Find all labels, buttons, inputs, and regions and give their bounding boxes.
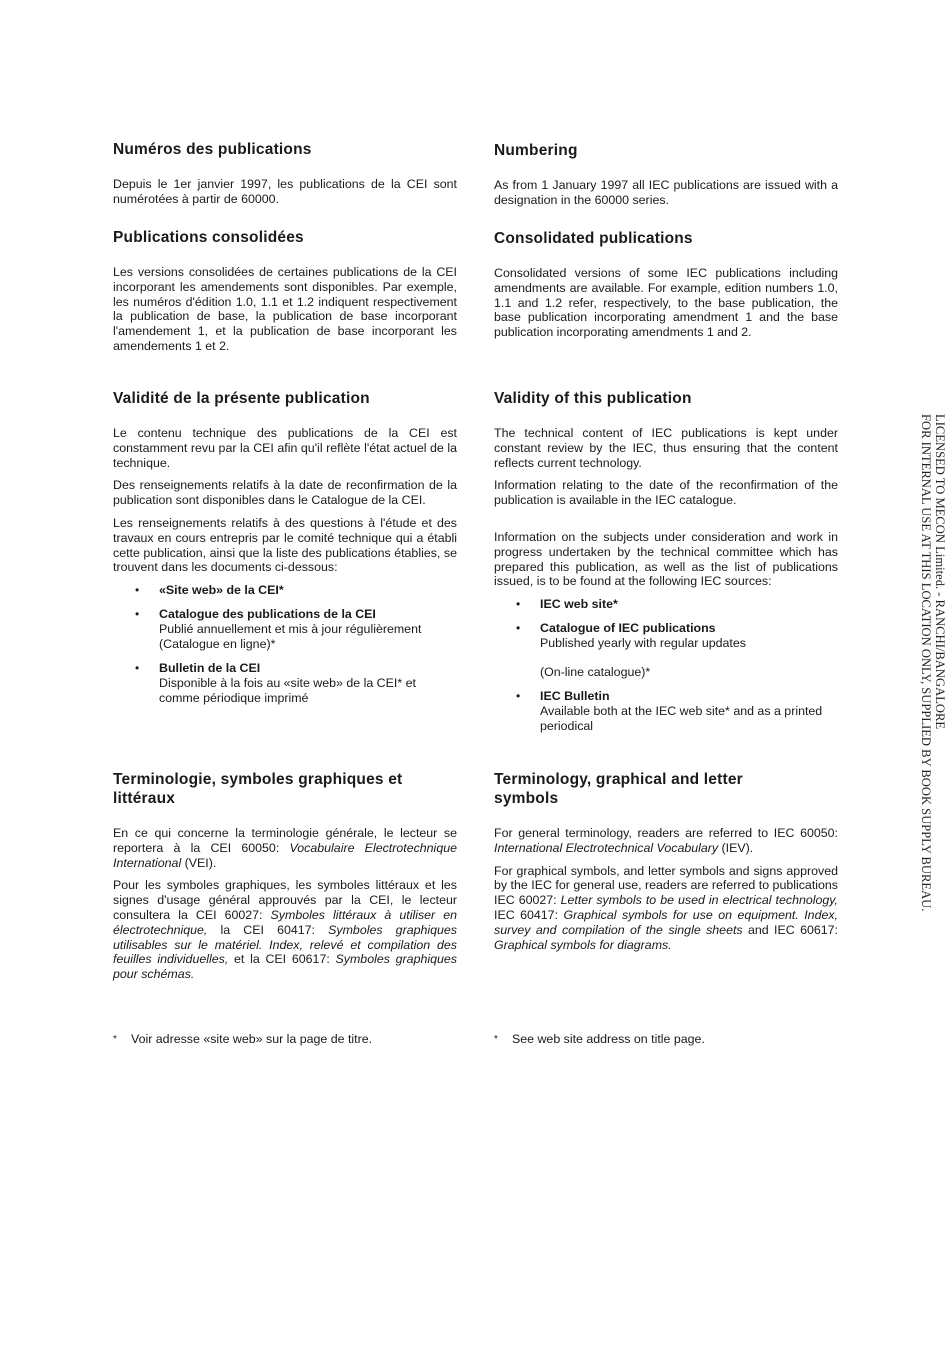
consolidated-text-fr: Les versions consolidées de certaines publications de la CEI incorporant les amendements sont disponibles. Par exemple, les numéros d'édition 1.0, 1.1 et 1.2 indiquent respectivement la publication de base, la publication de base incorporant l'amendement 1, et la publication de base incorporant les amendements 1 et 2. — [113, 265, 457, 353]
terminology-p1-fr: En ce qui concerne la terminologie générale, le lecteur se reportera à la CEI 60050: Vocabulaire Electrotechnique International (VEI). — [113, 826, 457, 870]
heading-terminology-en: Terminology, graphical and letter symbols — [494, 771, 743, 807]
consolidated-text-en: Consolidated versions of some IEC publications including amendments are available. For example, edition numbers 1.0, 1.1 and 1.2 refer, respectively, to the base publication, the base publication incorporating amendment 1 and the base publication incorporating amendments 1 and 2. — [494, 266, 838, 340]
list-item — [494, 621, 838, 680]
bullet-icon: • — [135, 661, 140, 676]
footnote-en — [494, 1032, 705, 1047]
validity-p1-fr: Le contenu technique des publications de la CEI est constamment revu par la CEI afin qu'il reflète l'état actuel de la technique. — [113, 426, 457, 470]
source-line: Published yearly with regular updates — [540, 636, 746, 651]
bullet-icon: • — [516, 597, 521, 612]
numbering-text-en: As from 1 January 1997 all IEC publications are issued with a designation in the 60000 series. — [494, 178, 838, 207]
source-line: (On-line catalogue)* — [540, 665, 651, 680]
heading-numbering-en: Numbering — [494, 142, 578, 159]
source-line: Publié annuellement et mis à jour régulièrement — [159, 622, 422, 637]
heading-consolidated-en: Consolidated publications — [494, 230, 693, 247]
source-title: IEC web site* — [540, 597, 618, 612]
source-line: Disponible à la fois au «site web» de la CEI* et comme périodique imprimé — [159, 676, 416, 706]
terminology-p2-en: For graphical symbols, and letter symbols and signs approved by the IEC for general use, readers are referred to publications IEC 60027: Letter symbols to be used in electrical technology, IEC 60417: Graphical symbols for use on equipment. Index, survey and compilation of the single sheets and IEC 60617: Graphical symbols for diagrams. — [494, 863, 838, 952]
section-validity-en — [494, 389, 838, 743]
numbering-text-fr: Depuis le 1er janvier 1997, les publications de la CEI sont numérotées à partir de 60000. — [113, 177, 457, 206]
list-item — [494, 597, 838, 612]
heading-validity-en: Validity of this publication — [494, 390, 692, 407]
bullet-icon: • — [135, 583, 140, 598]
footnote-marker: * — [113, 1034, 117, 1045]
section-consolidated-en — [494, 229, 838, 348]
english-column — [494, 0, 838, 1345]
source-title: Catalogue of IEC publications — [540, 621, 716, 636]
source-line: Available both at the IEC web site* and as a printed periodical — [540, 704, 823, 734]
bullet-icon: • — [135, 607, 140, 622]
source-line: (Catalogue en ligne)* — [159, 637, 276, 652]
section-consolidated-fr — [113, 228, 457, 362]
french-column — [113, 0, 457, 1345]
list-item — [113, 607, 457, 652]
validity-p2-fr: Des renseignements relatifs à la date de reconfirmation de la publication sont disponibles dans le Catalogue de la CEI. — [113, 478, 457, 508]
sources-list-en — [494, 597, 838, 734]
license-line-2: FOR INTERNAL USE AT THIS LOCATION ONLY, SUPPLIED BY BOOK SUPPLY BUREAU. — [919, 414, 933, 912]
validity-p1-en: The technical content of IEC publications is kept under constant review by the IEC, thus ensuring that the content reflects current technology. — [494, 426, 838, 470]
source-title: Bulletin de la CEI — [159, 661, 261, 676]
validity-p3-en: Information on the subjects under consideration and work in progress undertaken by the technical committee which has prepared this publication, as well as the list of publications issued, is to be found at the following IEC sources: — [494, 529, 838, 589]
heading-terminology-fr: Terminologie, symboles graphiques et littéraux — [113, 771, 403, 807]
footnote-fr — [113, 1032, 372, 1047]
heading-numbering-fr: Numéros des publications — [113, 141, 312, 158]
validity-p2-en: Information relating to the date of the reconfirmation of the publication is available in the IEC catalogue. — [494, 478, 838, 508]
source-title: Catalogue des publications de la CEI — [159, 607, 376, 622]
validity-p3-fr: Les renseignements relatifs à des questions à l'étude et des travaux en cours entrepris par le comité technique qui a établi cette publication, ainsi que la liste des publications établies, se trouvent dans les documents ci-dessous: — [113, 515, 457, 575]
list-item — [113, 583, 457, 598]
section-numbering-en — [494, 141, 838, 216]
terminology-p2-fr: Pour les symboles graphiques, les symboles littéraux et les signes d'usage général approuvés par la CEI, le lecteur consultera la CEI 60027: Symboles littéraux à utiliser en électrotechnique, la CEI 60417: Symboles graphiques utilisables sur le matériel. Index, relevé et compilation des feuilles individuelles, et la CEI 60617: Symboles graphiques pour schémas. — [113, 878, 457, 982]
footnote-text-fr: Voir adresse «site web» sur la page de titre. — [131, 1032, 373, 1046]
section-numbering-fr — [113, 140, 457, 215]
license-side-note — [917, 414, 947, 911]
license-line-1: LICENSED TO MECON Limited. - RANCHI/BANGALORE — [933, 414, 947, 730]
footnote-marker: * — [494, 1034, 498, 1045]
bullet-icon: • — [516, 689, 521, 704]
list-item — [494, 689, 838, 734]
heading-validity-fr: Validité de la présente publication — [113, 390, 370, 407]
section-validity-fr — [113, 389, 457, 715]
footnote-text-en: See web site address on title page. — [512, 1032, 705, 1046]
list-item — [113, 661, 457, 706]
sources-list-fr — [113, 583, 457, 706]
section-terminology-fr — [113, 770, 457, 990]
section-terminology-en — [494, 770, 838, 960]
source-title: IEC Bulletin — [540, 689, 610, 704]
terminology-p1-en: For general terminology, readers are referred to IEC 60050: International Electrotechnical Vocabulary (IEV). — [494, 826, 838, 855]
source-title: «Site web» de la CEI* — [159, 583, 284, 598]
bullet-icon: • — [516, 621, 521, 636]
heading-consolidated-fr: Publications consolidées — [113, 229, 304, 246]
source-line — [540, 651, 838, 665]
